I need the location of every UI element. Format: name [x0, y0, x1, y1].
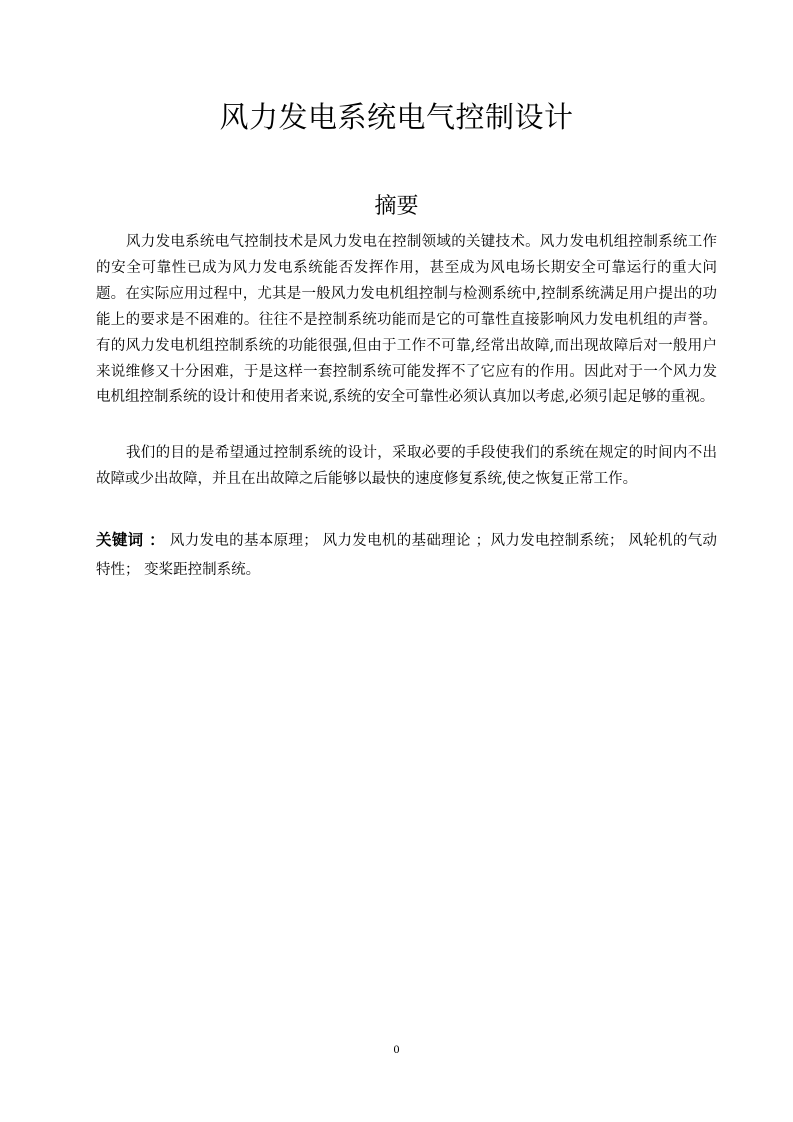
abstract-paragraph-1: 风力发电系统电气控制技术是风力发电在控制领域的关键技术。风力发电机组控制系统工作的安全可靠性已成为风力发电系统能否发挥作用，甚至成为风电场长期安全可靠运行的重大问题。在实际应用过程中，尤其是一般风力发电机组控制与检测系统中,控制系统满足用户提出的功能上的要求是不困难的。往往不是控制系统功能而是它的可靠性直接影响风力发电机组的声誉。有的风力发电机组控制系统的功能很强,但由于工作不可靠,经常出故障,而出现故障后对一般用户来说维修又十分困难，于是这样一套控制系统可能发挥不了它应有的作用。因此对于一个风力发电机组控制系统的设计和使用者来说,系统的安全可靠性必须认真加以考虑,必须引起足够的重视。 [96, 234, 717, 406]
abstract-paragraph-2: 我们的目的是希望通过控制系统的设计，采取必要的手段使我们的系统在规定的时间内不出故障或少出故障，并且在出故障之后能够以最快的速度修复系统,使之恢复正常工作。 [96, 445, 717, 487]
page-number: 0 [393, 1042, 400, 1056]
document-title: 风力发电系统电气控制设计 [219, 100, 574, 134]
keywords-line [96, 526, 717, 585]
keywords-label: 关键词 ： [96, 531, 165, 549]
abstract-heading: 摘要 [374, 194, 419, 219]
keywords-text: 风力发电的基本原理； 风力发电机的基础理论 ；风力发电控制系统； 风轮机的气动特性； 变桨距控制系统。 [96, 533, 717, 578]
